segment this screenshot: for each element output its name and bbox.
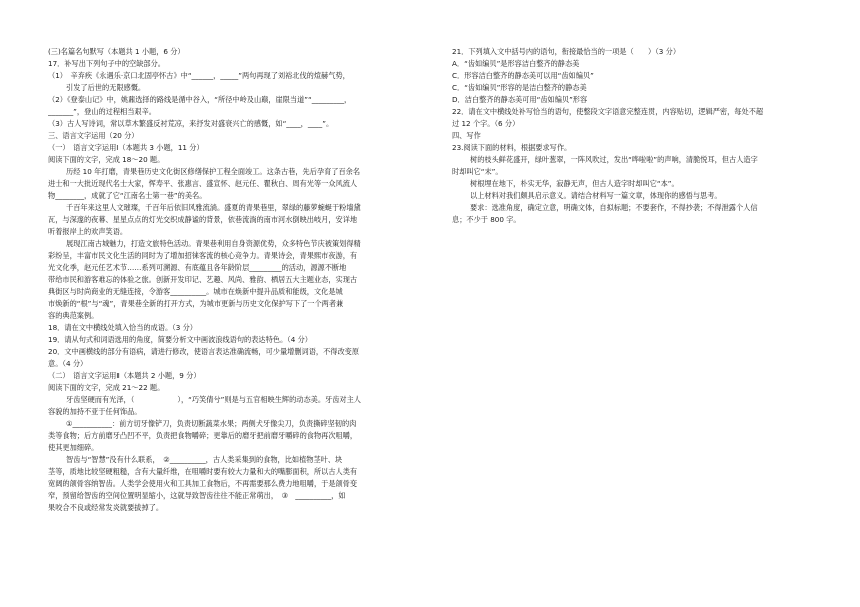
right-text-line: 时却叫它“末”。 xyxy=(452,167,503,176)
left-text-line: 彩纷呈，丰富市民文化生活的同时为了增加招徕客流的核心竞争力。青果诗会，青果熙市夜游，有 xyxy=(48,251,358,260)
left-text-line: _______”，登山的过程相当艰辛。 xyxy=(48,107,156,116)
left-text-line: 听着报岸上的欢声笑语。 xyxy=(48,227,128,236)
left-text-line: 宽阔的颌骨容纳智齿。人类学会使用火和工具加工食物后，不再需要那么费力地咀嚼，于是颌骨变 xyxy=(48,479,358,488)
right-text-line: 22．请在文中横线处补写恰当的语句，使整段文字语意完整连贯，内容贴切，逻辑严密，每处不超 xyxy=(452,107,764,116)
left-text-line: （二） 语言文字运用Ⅱ（本题共 2 小题，9 分） xyxy=(48,371,201,380)
left-text-line: 茎等，质地比较坚硬粗糙，含有大量纤维，在咀嚼时要有较大力量和大的嘴膨面积，所以古人类有 xyxy=(48,467,358,476)
right-text-line: 23.阅读下面的材料，根据要求写作。 xyxy=(452,143,572,152)
left-text-line: （2）《登泰山记》中，姚鼐选择的路线是循中谷入，“所径中岭及山巅，崖限当道”“_________， xyxy=(48,95,352,104)
left-text-line: 展现江南古城魅力，打造文旅特色活动。青果巷利用自身资源优势，众多特色节庆被策划得精 xyxy=(66,239,361,248)
left-text-line: （1） 辛弃疾《永遇乐·京口北固亭怀古》中“______，_____”两句再现了刘裕北伐的煊赫气势， xyxy=(48,71,350,80)
left-text-line: 市焕新的“根”与“魂”，青果巷全新的打开方式，为城市更新与历史文化保护写下了一个两者兼 xyxy=(48,299,344,308)
right-text-line: 要求：选准角度，确定立意，明确文体，自拟标题；不要套作，不得抄袭；不得泄露个人信 xyxy=(470,203,758,212)
right-text-line: C．形容洁白整齐的静态美可以用“齿如编贝” xyxy=(452,71,594,80)
left-text-line: 引发了后世的无限感慨。 xyxy=(66,83,146,92)
left-text-line: 带给市民和游客难忘的体验之旅。创新开发印记、艺趣、风尚、雅韵、栖居五大主题业态，实现古 xyxy=(48,275,358,284)
right-text-line: 21．下列填入文中括号内的语句，衔接最恰当的一项是（ ）（3 分） xyxy=(452,47,681,56)
left-text-line: （3）古人写诗词，常以草木繁盛反衬荒凉，来抒发对盛衰兴亡的感慨，如“____，____”。 xyxy=(48,119,334,128)
left-text-line: 容的典范案例。 xyxy=(48,311,99,320)
left-text-line: 18．请在文中横线处填入恰当的成语。（3 分） xyxy=(48,323,197,332)
right-text-line: 树的枝头鲜花盛开，绿叶葱翠，一阵风吹过，发出“哗啦啦”的声响，清脆悦耳，但古人造字 xyxy=(470,155,758,164)
right-column xyxy=(452,46,822,226)
left-text-line: 果咬合不良或经常发炎就要拔掉了。 xyxy=(48,503,164,512)
left-text-line: 19．请从句式和词语选用的角度，简要分析文中画波浪线语句的表达特色。（4 分） xyxy=(48,335,312,344)
right-text-line: 树根埋在地下，朴实无华，寂静无声，但古人造字时却叫它“本”。 xyxy=(470,179,679,188)
left-text-line: 典街区与时尚商业的无缝连接，令游客__________。城市在焕新中提升品质和能级，文化是城 xyxy=(48,287,343,296)
right-text-line: C．“齿如编贝”形容的是洁白整齐的静态美 xyxy=(452,83,587,92)
left-text-line: (三)名篇名句默写（本题共 1 小题，6 分） xyxy=(48,47,185,56)
left-text-line: 三、语言文字运用（20 分） xyxy=(48,131,139,140)
right-text-line: 四、写作 xyxy=(452,131,481,140)
left-text-line: 历经 10 年打磨，青果巷历史文化街区修缮保护工程全面竣工。这条古巷，先后孕育了百余名 xyxy=(66,167,361,176)
left-text-line: ①___________：前方切牙像铲刀，负责切断蔬菜水果；两侧犬牙像尖刀，负责撕碎坚韧的肉 xyxy=(66,419,357,428)
left-text-line: 智齿与“智慧”没有什么联系， ②__________，古人类采集到的食物，比如植物茎叶、块 xyxy=(66,455,343,464)
left-column xyxy=(48,46,428,514)
left-text-line: 千百年来这里人文璀璨，千百年后依旧风雅流淌。盛夏的青果巷里，翠绿的藤萝蜿蜒于粉墙黛 xyxy=(66,203,361,212)
left-text-line: 使其更加细碎。 xyxy=(48,443,99,452)
left-text-line: 类等食物；后方前磨牙凸凹不平，负责把食物嚼碎；更靠后的磨牙把前磨牙嚼碎的食物再次咀嚼， xyxy=(48,431,358,440)
right-text-line: 过 12 个字。（6 分） xyxy=(452,119,520,128)
right-text-line: 以上材料对我们颇具启示意义。请结合材料写一篇文章，体现你的感悟与思考。 xyxy=(470,191,722,200)
right-text-line: A．“齿如编贝”是形容洁白整齐的静态美 xyxy=(452,59,580,68)
left-text-line: 意。（4 分） xyxy=(48,359,88,368)
left-text-line: 容貌的加持不亚于任何饰品。 xyxy=(48,407,142,416)
left-text-line: 20．文中画横线的部分有语病，请进行修改，使语言表达准确流畅，可少量增删词语，不得改变原 xyxy=(48,347,360,356)
left-text-line: 窄，预留给智齿的空间位置明显缩小，这就导致智齿往往不能正常萌出， ③ __________，如 xyxy=(48,491,346,500)
left-text-line: 牙齿坚硬而有光泽，（ ），“巧笑倩兮”则是与五官相映生辉的动态美。牙齿对主人 xyxy=(66,395,361,404)
left-text-line: 进士和一大批近现代名士大家，恽寿平、张惠言、盛宣怀、赵元任、瞿秋白、周有光等一众风流人 xyxy=(48,179,358,188)
left-text-line: 阅读下面的文字，完成 21～22 题。 xyxy=(48,383,165,392)
left-text-line: 光文化季，赵元任艺术节……系列可溯源、有底蕴且各年龄阶层_________的活动，源源不断地 xyxy=(48,263,347,272)
left-text-line: 阅读下面的文字，完成 18～20 题。 xyxy=(48,155,165,164)
left-text-line: （一） 语言文字运用Ⅰ（本题共 3 小题，11 分） xyxy=(48,143,204,152)
left-text-line: 瓦，与深邃的夜幕、星星点点的灯光交织成静谧的背景，依巷流淌的南市河水倒映出岐月，安详地 xyxy=(48,215,358,224)
left-text-line: 物________，成就了它“江南名士第一巷”的美名。 xyxy=(48,191,207,200)
left-text-line: 17．补写出下列句子中的空缺部分。 xyxy=(48,59,165,68)
right-text-line: D．洁白整齐的静态美可用“齿如编贝”形容 xyxy=(452,95,588,104)
right-text-line: 息；不少于 800 字。 xyxy=(452,215,521,224)
